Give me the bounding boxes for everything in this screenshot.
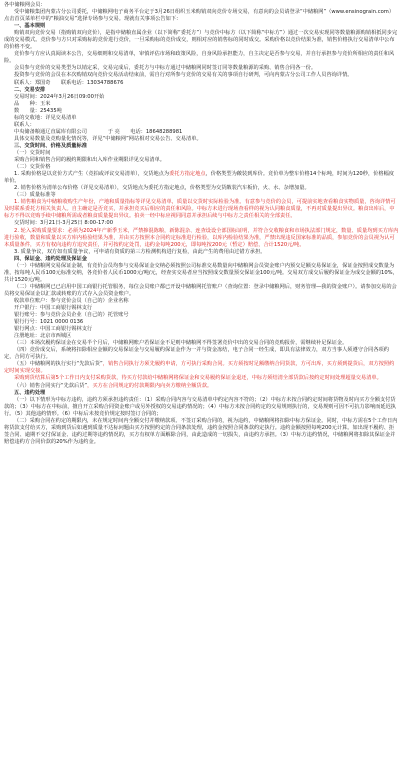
contact-company: 中央储备粮通辽直属库有限公司 于 亮 电话：18648288981 [14,128,183,135]
delivery-price-2: 2. 销售价格为清单公布价格（详见交易清单），交货地点为委托方指定地点，价格类型为交货敞装汽车板价，火、水、杂增加量。 [14,185,310,192]
delivery-price-1: 1. 采购价格是以竞价方式产生（竞拍或评议交易清单），交货地点为委托方指定地点，价格类型为敞装到库价。竞价单为整车价格14个标吨，时间为120秒，价格幅度单价。 [4,171,394,185]
intro-paragraph: 受中储粮集团内蒙古分公司委托，中储粮网电子商务平台定于3月26日组织玉米购销双向竞价专场交易，有意向的会员请登录“中储粮网”（www.ensinograin.com）点击首页菜单栏中的“粮油交易”选择专场参与交易。现就有关事项公告如下： [4,9,395,23]
section-heading-deposit: 四、保证金、违约处理及保证金 [14,255,87,262]
deposit-paragraph-4: （四）竞价成交后，系统将扣除相应金额的交易保证金与交易履约保证金作为一并与资金冻结，电子合同一经生成，即具有法律效力，双方当事人须遵守合同各项约定，合同方可执行。 [4,347,389,361]
deposit-paragraph-7: （六）销售合同实行“先款后货”，买方在合同规定的付款期限内向卖方缴纳全额货款。 [14,382,213,389]
quality-paragraph-3: 3. 质量争议，双方如有质量争议，可申请有资质的第三方检测机构进行复检，由此产生的费用由过错方承担。 [14,248,266,255]
contact-label: 联系人： [14,121,35,128]
rules-paragraph-2: 竞价参与方应认真阅读本公告，交易细则和交易清单，审慎评估市场和政策风险，自身风险承担能力，自主决定是否参与交易，并自行承担参与竞价所相应的责任和风险。 [4,51,395,65]
section-heading-default: 五、违约处理 [14,389,46,396]
delivery-price-heading: （二）交货价格 [14,164,51,171]
delivery-time-text: 采购合同和销售合同的履约期限和出入库作业期限详见交易清单。 [14,157,166,164]
rules-paragraph-1: 购销双向竞价交易（指购销双向竞价），是指中储粮直属企业（以下简称“委托方”）与竞价中标方（以下简称“中标方”）通过一次交易实现同等数量粮源购销相抵同步完成的交易模式。竞价参与方只对采购标的竞价进行竞价，一旦采购标的竞价成交，则相对应的销售标的同时成交。采购价格以竞价结果为准，销售价格执行交易清单中公布的价格不变。 [4,30,398,51]
default-paragraph-1: （一）以下情形为中标方违约，违约方须承担违约责任：（1）采购合同内容与交易清单中约定内容不符的；（2）中标方未按合同约定时间将货物及时向买方全额支付货款的；（3）中标方在中标前，擅自开立采购合同资金账户或另外授权的交易违约情况的；（4）中标方未按合同约定的交易规则执行的，交易规则可因不可抗力影响而延迟执行。（5）其他违约情形。（6）中标后未按竞价规定按时签订合同的； [4,396,397,417]
bank-payee: 收款单位账户：参与竞价会员（自己的）企业名称 [14,297,129,304]
contact-line: 联系人：郑国奇 联系电话：13034788676 [14,79,124,86]
rules-paragraph-4: 投资参与竞价的会员在本次购销双向竞价交易活动结束前，需自行对所参与竞价的交易有关的事项自行研判，可向内蒙古分公司工作人员咨询详情。 [14,72,353,79]
delivery-time-heading: （一）交货时间 [14,149,51,156]
trade-location: 标的交收地：详见交易清单 [14,114,77,121]
bank-address: 注册地址：北京市西城区 [14,333,72,340]
quality-paragraph-1: 1. 销售粮食为中储粮收购生产年份，产地和质量指标等详见交易清单，质量以交货时实际检验为准。有意参与竞价的会员，可提前实地查看粮食实物质量，咨询详情可及时联系委托方相关负责人。自主确定是否竞买，并承担竞买后相应的责任和风险。中标方未进行现场查看样的视为认同粮食质量，不再对质量提出异议。粮食出库后，中标方不得以竞购手续中储粮所需或者粮食质量提出异议。拍卖一经中标应视同同意并承担后续与中标方之责任相关的全部责任。 [4,199,396,220]
trade-variety: 品 种：玉米 [14,100,51,107]
quality-heading: （三）质量标准等 [14,192,56,199]
bank-name: 开户银行：中国工商银行锡林支行 [14,305,93,312]
rules-paragraph-3: 会员参与竞价的交易类型为以销定采，交易完成后，委托方与中标方通过中储粮网同时签订同等数量粮源的采购、销售合同各一份。 [14,65,317,72]
trade-time: 交易时间：2024年3月26日09:00开始 [14,93,105,100]
section-heading-delivery: 三、交货时间、价格及质量标准 [14,142,87,149]
deposit-paragraph-1: （一）中储粮网交易保证金制，有竞价会员均参与交易保证金交纳必须按照公司标准交易数量向中储粮网会员资金账户内预交足额交易保证金，保证金按照成交数量为准，按每吨人民币100元标准交纳，各竞价者人民币1000元/吨/元，经查实交易者应当按照成交数量预交保证金100元/吨。交易双方成交后履约保证金为成交金额的10%，共计1520元/吨。 [4,262,398,283]
deposit-paragraph-5: （五）中储粮网的执行实行“先款后货”，销售合同执行方须先履约申请，方可执行采购合同。买方须按时足额缴纳合同货款，方可出库，买方须到提货后，双方按照约定时间实现交接。 [4,361,395,375]
deposit-paragraph-2: （二）中储粮网已已启用中国工商银行托管服务，每位会员账户都已开设中储粮网托管账户（查询位置：登录中储粮网后，财务管理—我的资金账户）。请参加交易的会员将交易保证金以汇款或转账的方式存入会员资金账户。 [4,283,397,297]
deposit-paragraph-6: 采购到货结算后第5个工作日内支付采购货款，待买方付款给中储粮网将保证金和交易履约保证金退还，中标方须结清全部货款后按约定时间处理超量交易清单。 [14,375,382,382]
greeting: 各中储粮网会员： [4,2,46,8]
default-paragraph-2: （二）采购合同在约定的期限内，未在规定时间内全额交付并缴纳款项、不签订采购合同的，视为违约，中储粮网将扣除中标方保证金。同时，中标方需在5个工作日内将货款支付给买方，采购到货后如遇到质量不达标问题由买方按照约定的合同条款处理，违约金按照合同条款约定执行。违约金额按照每吨200元计算。如出现不履约、拒签合同、逾期不交付保证金、违约过期等违约情况的，买方有权单方面解除合同，由此造成的一切损失，由违约方承担。（3）中标方违约情况，中储粮网将扣除其保证金并赔偿违约方合同价款的20%作为违约金。 [4,417,398,445]
trade-quantity: 数 量：25435吨 [14,107,62,114]
section-heading-schedule: 二、交易安排 [14,86,46,93]
bank-code: 银行行号：1021 0000 0136 [14,319,84,326]
bank-account: 银行账号：参与竞价会员企业（自己的）托管账号 [14,312,129,319]
deposit-paragraph-3: （三）本场次履约保证金在交易半个月后，中储粮网账户若保证金不足则中储粮网不得签署竞价中出的交易合同的竞购报价，需继续补足保证金。 [14,340,348,347]
details-note: 具体交易数量及竞购量化情况等，详见“中储粮网”网站相对交易公告、交易清单。 [14,135,202,142]
bank-branch: 银行网点：中国工商银行锡林支行 [14,326,93,333]
section-heading-rules: 一、基本规则 [14,23,46,30]
quality-paragraph-2: 2. 轮入采购质量要求：必须为2024年产新季玉米，严禁掺混陈粮，新陈混杂、连查设设全部国标证明，并符合交收粮食和市场执法部门规定，数量、质量均到买方库内进行验收，数量和质量以买方库内检验结果为准，并由买方按照本合同约定标准进行检验，以库内检验结果为准，严禁出现违反国家标准的品质，参加竞价的会员视为认可本质量条件，买方有权向违约方追究责任，并可按约定处罚，违约金每吨200元，即每吨按200元（暂定）赔偿，合计1520元/吨。 [4,227,399,248]
quality-time: 交货时间：3月21日-3月25日 8:00-17:00 [14,220,114,227]
